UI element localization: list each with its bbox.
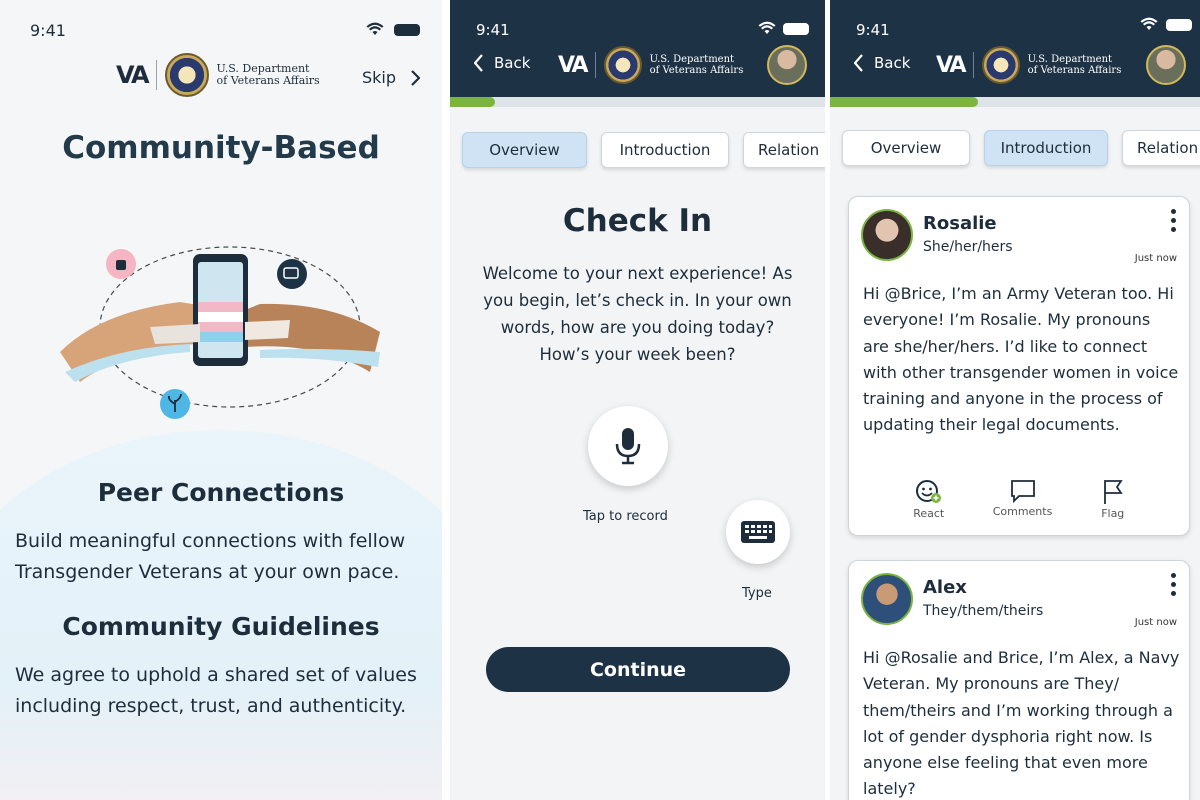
va-seal-icon — [982, 46, 1020, 84]
user-avatar[interactable] — [767, 45, 807, 85]
logo-divider — [973, 52, 974, 78]
status-time: 9:41 — [856, 21, 890, 39]
comments-button[interactable] — [993, 479, 1053, 520]
record-caption: Tap to record — [583, 509, 668, 524]
chevron-left-icon — [854, 54, 864, 72]
progress-bar — [830, 97, 1200, 107]
record-button[interactable] — [588, 406, 668, 486]
va-logo — [936, 46, 1121, 84]
react-button[interactable] — [913, 479, 944, 520]
app-header — [450, 0, 825, 97]
post-card — [848, 560, 1190, 800]
tab-overview[interactable]: Overview — [842, 130, 970, 166]
wifi-icon — [1140, 17, 1158, 31]
tab-bar — [842, 130, 1200, 166]
type-button[interactable] — [726, 500, 790, 564]
post-timestamp: Just now — [1134, 617, 1177, 628]
peer-connections-heading: Peer Connections — [97, 478, 345, 507]
keyboard-icon — [740, 520, 776, 544]
post-actions — [849, 479, 1189, 520]
flag-icon — [1101, 479, 1125, 505]
logo-divider — [595, 52, 596, 78]
post-card — [848, 196, 1190, 536]
post-author-pronouns: She/her/hers — [923, 239, 1013, 255]
skip-button[interactable] — [362, 68, 420, 87]
chevron-left-icon — [474, 54, 484, 72]
skip-label: Skip — [362, 68, 397, 87]
continue-button[interactable]: Continue — [486, 647, 790, 692]
tab-introduction[interactable]: Introduction — [984, 130, 1108, 166]
post-author-name[interactable]: Rosalie — [923, 213, 997, 234]
comment-icon — [1010, 479, 1036, 503]
more-options-icon[interactable] — [1171, 209, 1177, 232]
progress-fill — [450, 97, 495, 107]
logo-divider — [156, 60, 157, 90]
va-department-name — [217, 63, 320, 87]
tab-introduction[interactable]: Introduction — [601, 132, 729, 168]
community-guidelines-heading: Community Guidelines — [62, 612, 380, 641]
page-title: Check In — [562, 203, 713, 239]
va-department-name — [650, 54, 744, 76]
tab-relation[interactable]: Relation — [1122, 130, 1200, 166]
tab-overview[interactable]: Overview — [462, 132, 587, 168]
post-author-pronouns: They/them/theirs — [923, 603, 1044, 619]
battery-icon — [394, 24, 420, 36]
back-label: Back — [874, 54, 911, 72]
battery-icon — [783, 23, 809, 35]
flag-label: Flag — [1101, 507, 1125, 520]
dept-line-1: U.S. Department — [1027, 54, 1113, 65]
community-guidelines-text: We agree to uphold a shared set of values including respect, trust, and authenticity. — [15, 664, 417, 717]
post-body: Hi @Brice, I’m an Army Veteran too. Hi everyone! I’m Rosalie. My pronouns are she/her/hers. I’d like to connect with other transgender women in voice training and anyone in the process of updating their legal documents. — [863, 284, 1179, 435]
dept-line-1: U.S. Department — [216, 62, 310, 75]
va-logo — [116, 53, 320, 97]
status-time: 9:41 — [476, 21, 510, 39]
check-in-prompt: Welcome to your next experience! As you begin, let’s check in. In your own words, how are you doing today? How’s your week been? — [482, 264, 793, 364]
react-label: React — [913, 507, 945, 520]
progress-bar — [450, 97, 825, 107]
comments-label: Comments — [992, 505, 1053, 518]
type-caption: Type — [742, 586, 772, 601]
progress-fill — [830, 97, 978, 107]
post-body: Hi @Rosalie and Brice, I’m Alex, a Navy Veteran. My pronouns are They/ them/theirs and I’m working through a lot of gender dysphoria right now. Is anyone else feeling that even more lately? — [863, 648, 1180, 799]
app-header — [830, 0, 1200, 97]
peer-connections-text: Build meaningful connections with fellow Transgender Veterans at your own pace. — [15, 530, 406, 583]
back-button[interactable] — [474, 54, 530, 72]
check-in-screen — [450, 0, 825, 800]
back-label: Back — [494, 54, 531, 72]
va-wordmark: VA — [116, 61, 148, 89]
va-seal-icon — [165, 53, 209, 97]
va-wordmark: VA — [936, 52, 965, 78]
va-wordmark: VA — [558, 52, 587, 78]
tab-relation[interactable]: Relation — [743, 132, 825, 168]
post-author-avatar[interactable] — [861, 573, 913, 625]
post-author-avatar[interactable] — [861, 209, 913, 261]
va-logo — [558, 46, 743, 84]
chevron-right-icon — [410, 70, 420, 86]
flag-button[interactable] — [1101, 479, 1125, 520]
dept-line-2: of Veterans Affairs — [649, 65, 744, 76]
va-department-name — [1028, 54, 1122, 76]
introduction-feed-screen — [830, 0, 1200, 800]
post-timestamp: Just now — [1134, 253, 1177, 264]
va-seal-icon — [604, 46, 642, 84]
more-options-icon[interactable] — [1171, 573, 1177, 596]
user-avatar[interactable] — [1146, 45, 1186, 85]
wifi-icon — [366, 22, 384, 36]
dept-line-2: of Veterans Affairs — [1027, 65, 1122, 76]
microphone-icon — [614, 426, 642, 466]
battery-icon — [1166, 19, 1192, 31]
smiley-icon — [915, 479, 943, 505]
status-time: 9:41 — [30, 21, 66, 40]
dept-line-2: of Veterans Affairs — [216, 74, 320, 87]
page-title: Community-Based — [62, 130, 380, 166]
dept-line-1: U.S. Department — [649, 54, 735, 65]
onboarding-screen — [0, 0, 442, 800]
wifi-icon — [758, 21, 776, 35]
back-button[interactable] — [854, 54, 910, 72]
post-author-name[interactable]: Alex — [923, 577, 967, 598]
phone-hands-illustration — [60, 232, 390, 422]
tab-bar — [462, 132, 825, 168]
